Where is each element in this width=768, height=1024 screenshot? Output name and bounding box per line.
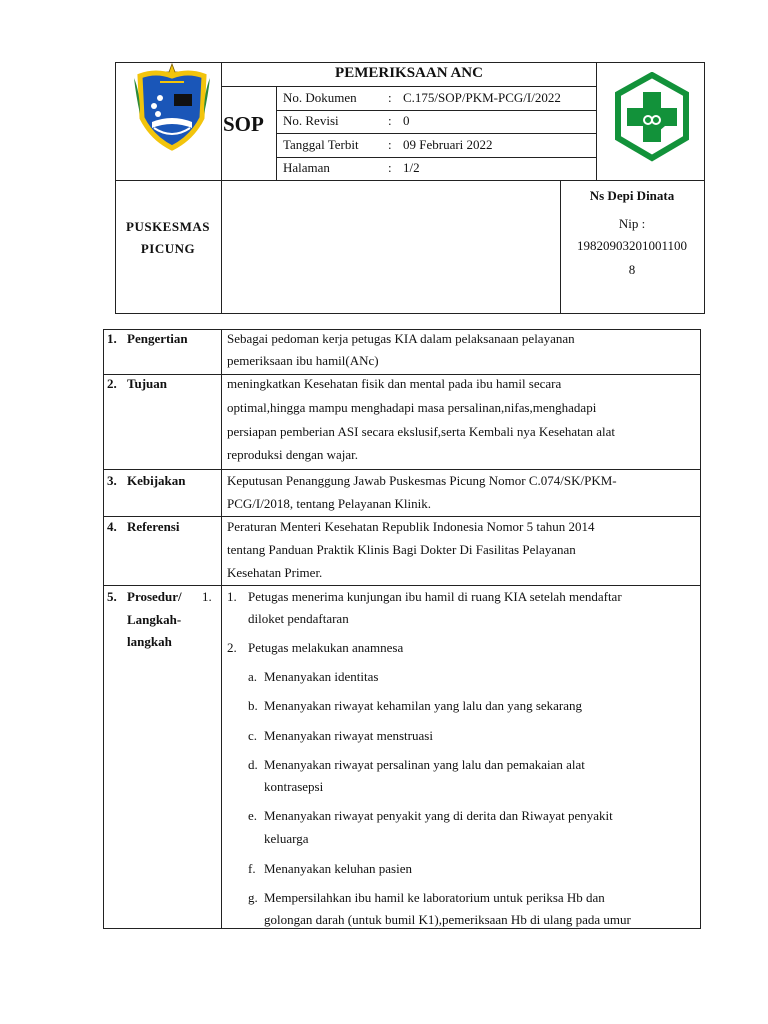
section-title: Pengertian [127, 331, 188, 346]
section-title-number: 1. [202, 589, 212, 604]
section-number: 2. [107, 376, 117, 391]
field-label: No. Revisi [283, 113, 339, 128]
sop-label: SOP [223, 112, 264, 136]
section-title-cont: Langkah- [127, 612, 182, 627]
field-value: 0 [403, 113, 410, 128]
field-label: Tanggal Terbit [283, 137, 359, 152]
field-sep: : [388, 90, 392, 105]
signer-nip-value-cont: 8 [628, 262, 636, 277]
substep-letter: f. [248, 861, 256, 876]
field-label: Halaman [283, 160, 330, 175]
signer-nip-label: Nip : [618, 216, 646, 231]
substep-text-line: Menanyakan identitas [264, 669, 379, 684]
org-name-line2: PICUNG [140, 241, 196, 256]
substep-letter: a. [248, 669, 258, 684]
step-number: 1. [227, 589, 237, 604]
section-text-line: pemeriksaan ibu hamil(ANc) [227, 353, 379, 368]
substep-text-line: Mempersilahkan ibu hamil ke laboratorium untuk periksa Hb dan [264, 890, 605, 905]
section-text-line: reproduksi dengan wajar. [227, 447, 359, 462]
section-text-line: tentang Panduan Praktik Klinis Bagi Dokter Di Fasilitas Pelayanan [227, 542, 576, 557]
substep-text-line: golongan darah (untuk bumil K1),pemeriksaan Hb di ulang pada umur [264, 912, 631, 927]
step-text-line: diloket pendaftaran [248, 611, 349, 626]
signer-nip-value: 19820903201001100 [576, 238, 688, 253]
section-number: 5. [107, 589, 117, 604]
field-value: 09 Februari 2022 [403, 137, 493, 152]
org-name-line1: PUSKESMAS [126, 219, 210, 234]
step-text-line: Petugas melakukan anamnesa [248, 640, 404, 655]
substep-letter: d. [248, 757, 258, 772]
section-number: 4. [107, 519, 117, 534]
substep-letter: c. [248, 728, 258, 743]
substep-letter: g. [248, 890, 258, 905]
section-text-line: PCG/I/2018, tentang Pelayanan Klinik. [227, 496, 432, 511]
field-value: 1/2 [403, 160, 420, 175]
signer-name: Ns Depi Dinata [589, 188, 675, 203]
field-sep: : [388, 113, 392, 128]
substep-text-line: keluarga [264, 831, 309, 846]
substep-text-line: Menanyakan riwayat menstruasi [264, 728, 433, 743]
substep-text-line: Menanyakan riwayat persalinan yang lalu dan pemakaian alat [264, 757, 585, 772]
section-text-line: Peraturan Menteri Kesehatan Republik Indonesia Nomor 5 tahun 2014 [227, 519, 595, 534]
field-label: No. Dokumen [283, 90, 357, 105]
section-text-line: Sebagai pedoman kerja petugas KIA dalam pelaksanaan pelayanan [227, 331, 575, 346]
field-sep: : [388, 137, 392, 152]
section-title-cont: langkah [127, 634, 172, 649]
section-text-line: persiapan pemberian ASI secara ekslusif,serta Kembali nya Kesehatan alat [227, 424, 616, 439]
section-text-line: Keputusan Penanggung Jawab Puskesmas Picung Nomor C.074/SK/PKM- [227, 473, 617, 488]
section-title: Kebijakan [127, 473, 186, 488]
section-number: 3. [107, 473, 117, 488]
section-text-line: Kesehatan Primer. [227, 565, 323, 580]
substep-letter: e. [248, 808, 258, 823]
regional-emblem-logo [130, 62, 214, 152]
substep-text-line: Menanyakan riwayat kehamilan yang lalu dan yang sekarang [264, 698, 583, 713]
substep-letter: b. [248, 698, 258, 713]
field-sep: : [388, 160, 392, 175]
section-title: Referensi [127, 519, 180, 534]
puskesmas-logo [612, 72, 692, 162]
field-value: C.175/SOP/PKM-PCG/I/2022 [403, 90, 561, 105]
section-text-line: optimal,hingga mampu menghadapi masa persalinan,nifas,menghadapi [227, 400, 597, 415]
substep-text-line: Menanyakan riwayat penyakit yang di derita dan Riwayat penyakit [264, 808, 613, 823]
step-text-line: Petugas menerima kunjungan ibu hamil di ruang KIA setelah mendaftar [248, 589, 622, 604]
section-title: Tujuan [127, 376, 167, 391]
step-number: 2. [227, 640, 237, 655]
section-number: 1. [107, 331, 117, 346]
section-text-line: meningkatkan Kesehatan fisik dan mental pada ibu hamil secara [227, 376, 562, 391]
substep-text-line: kontrasepsi [264, 779, 324, 794]
document-title: PEMERIKSAAN ANC [335, 65, 483, 81]
substep-text-line: Menanyakan keluhan pasien [264, 861, 413, 876]
section-title: Prosedur/ [127, 589, 182, 604]
